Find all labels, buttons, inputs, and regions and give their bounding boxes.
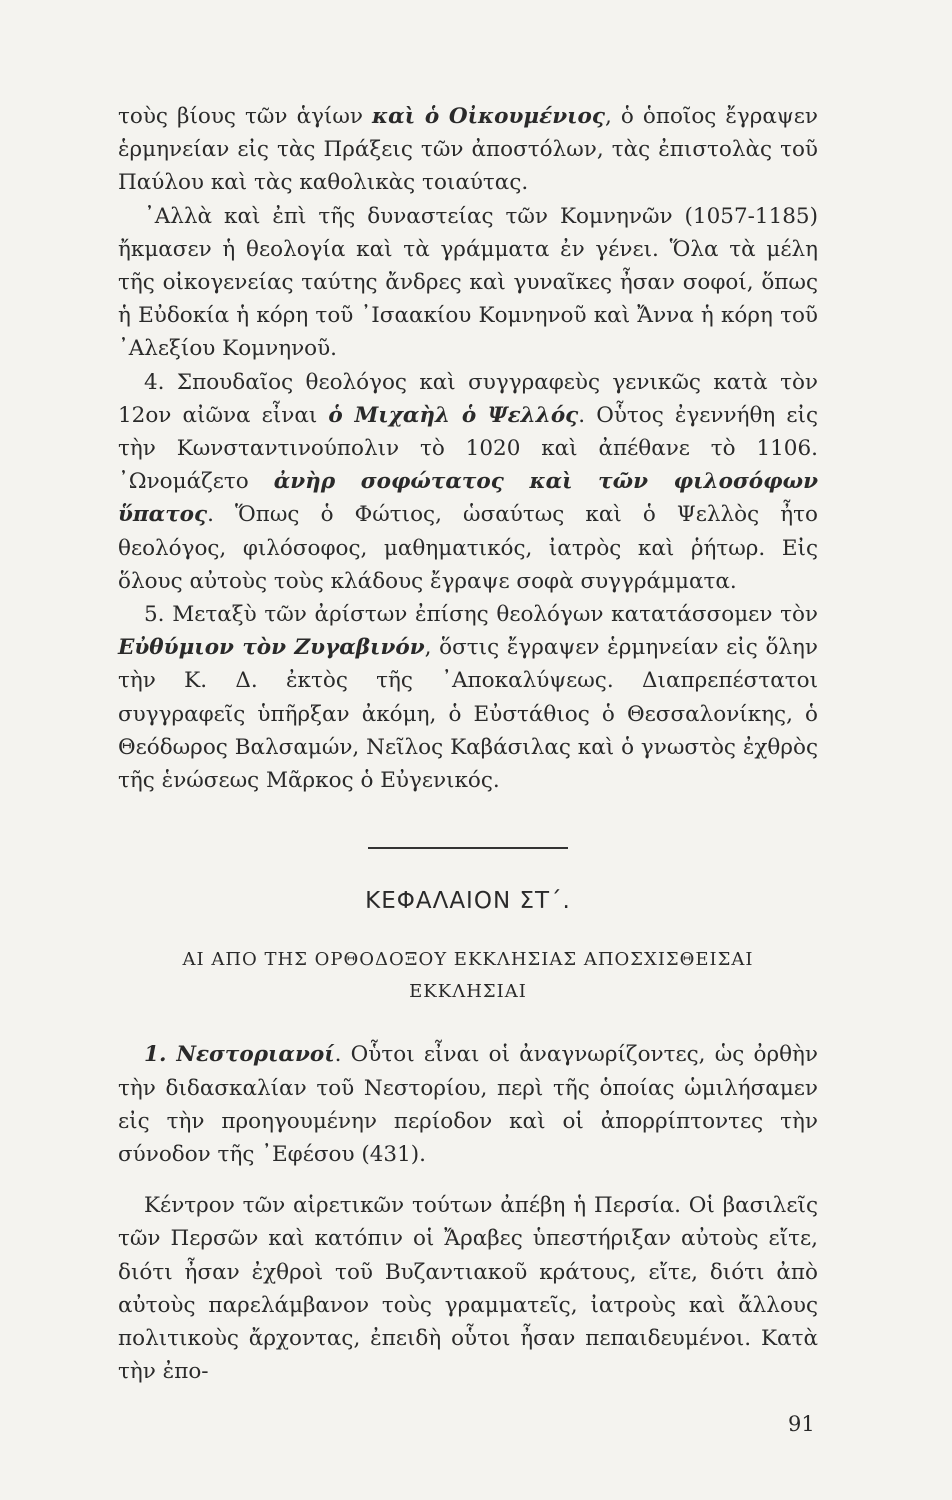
chapter-title: ΚΕΦΑΛΑΙΟΝ ΣΤ΄.: [365, 888, 571, 915]
chapter-subtitle: [118, 944, 818, 1008]
chapter-subtitle-line: ΑΙ ΑΠΟ ΤΗΣ ΟΡΘΟΔΟΞΟΥ ΕΚΚΛΗΣΙΑΣ ΑΠΟΣΧΙΣΘΕΙΣΑΙ: [182, 949, 754, 971]
paragraph-komnenoi: ᾿Αλλὰ καὶ ἐπὶ τῆς δυναστείας τῶν Κομνηνῶν (1057-1185) ἤκμασεν ἡ θεολογία καὶ τὰ γράμματα ἐν γένει. Ὅλα τὰ μέλη τῆς οἰκογενείας ταύτης ἄνδρες καὶ γυναῖκες ἦσαν σοφοί, ὅπως ἡ Εὐδοκία ἡ κόρη τοῦ ᾿Ισαακίου Κομνηνοῦ καὶ Ἄννα ἡ κόρη τοῦ ᾿Αλεξίου Κομνηνοῦ.: [118, 203, 818, 362]
paragraph-oikoumenios: τοὺς βίους τῶν ἁγίων καὶ ὁ Οἰκουμένιος, ὁ ὁποῖος ἔγραψεν ἑρμηνείαν εἰς τὰς Πράξεις τῶν ἀποστόλων, τὰς ἐπιστολὰς τοῦ Παύλου καὶ τὰς καθολικὰς τοιαύτας.: [118, 104, 818, 196]
page-text-block: [118, 100, 818, 1389]
bold-italic-name: ὁ Μιχαὴλ ὁ Ψελλός: [328, 402, 579, 428]
chapter-subtitle-line: ΕΚΚΛΗΣΙΑΙ: [409, 981, 527, 1003]
bold-italic-name: Εὐθύμιον τὸν Ζυγαβινόν: [118, 635, 425, 661]
paragraph-zygabenos: 5. Μεταξὺ τῶν ἀρίστων ἐπίσης θεολόγων κατατάσσομεν τὸν Εὐθύμιον τὸν Ζυγαβινόν, ὅστις ἔγραψεν ἑρμηνείαν εἰς ὅλην τὴν Κ. Δ. ἐκτὸς τῆς ᾿Αποκαλύψεως. Διαπρεπέστατοι συγγραφεῖς ὑπῆρξαν ἀκόμη, ὁ Εὐστάθιος ὁ Θεσσαλονίκης, ὁ Θεόδωρος Βαλσαμών, Νεῖλος Καβάσιλας καὶ ὁ γνωστὸς ἐχθρὸς τῆς ἑνώσεως Μᾶρκος ὁ Εὐγενικός.: [118, 602, 818, 794]
bold-italic-epithet: ἀνὴρ σοφώτατος καὶ τῶν φιλοσόφων ὕπατος: [118, 469, 818, 528]
section-divider: [368, 847, 568, 849]
bold-italic-heading: 1. Νεστοριανοί: [144, 1042, 335, 1068]
paragraph-nestorians: 1. Νεστοριανοί. Οὗτοι εἶναι οἱ ἀναγνωρίζοντες, ὡς ὀρθὴν τὴν διδασκαλίαν τοῦ Νεστορίου, περὶ τῆς ὁποίας ὡμιλήσαμεν εἰς τὴν προηγουμένην περίοδον καὶ οἱ ἀπορρίπτοντες τὴν σύνοδον τῆς ᾿Εφέσου (431).: [118, 1042, 818, 1168]
paragraph-persia: Κέντρον τῶν αἱρετικῶν τούτων ἀπέβη ἡ Περσία. Οἱ βασιλεῖς τῶν Περσῶν καὶ κατόπιν οἱ Ἄραβες ὑπεστήριξαν αὐτοὺς εἴτε, διότι ἦσαν ἐχθροὶ τοῦ Βυζαντιακοῦ κράτους, εἴτε, διότι ἀπὸ αὐτοὺς παρελάμβανον τοὺς γραμματεῖς, ἰατροὺς καὶ ἄλλους πολιτικοὺς ἄρχοντας, ἐπειδὴ οὗτοι ἦσαν πεπαιδευμένοι. Κατὰ τὴν ἐπο-: [118, 1193, 818, 1385]
paragraph-psellos: 4. Σπουδαῖος θεολόγος καὶ συγγραφεὺς γενικῶς κατὰ τὸν 12ον αἰῶνα εἶναι ὁ Μιχαὴλ ὁ Ψελλός. Οὗτος ἐγεννήθη εἰς τὴν Κωνσταντινούπολιν τὸ 1020 καὶ ἀπέθανε τὸ 1106. ᾿Ωνομάζετο ἀνὴρ σοφώτατος καὶ τῶν φιλοσόφων ὕπατος. Ὅπως ὁ Φώτιος, ὡσαύτως καὶ ὁ Ψελλὸς ἦτο θεολόγος, φιλόσοφος, μαθηματικός, ἰατρὸς καὶ ῥήτωρ. Εἰς ὅλους αὐτοὺς τοὺς κλάδους ἔγραψε σοφὰ συγγράμματα.: [118, 369, 819, 594]
page-number: 91: [788, 1412, 815, 1436]
bold-italic-name: καὶ ὁ Οἰκουμένιος: [372, 104, 605, 129]
